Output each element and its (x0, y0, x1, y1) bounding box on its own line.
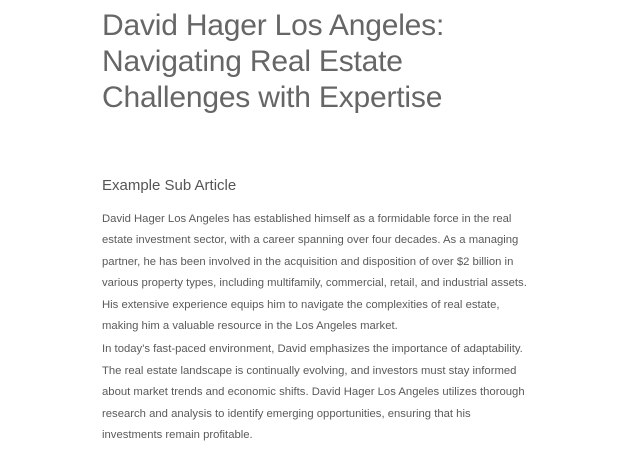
sub-article-heading: Example Sub Article (102, 177, 237, 194)
article-title: David Hager Los Angeles: Navigating Real Estate Challenges with Expertise (102, 9, 445, 114)
article (102, 8, 532, 446)
article-paragraph-2: In today's fast-paced environment, David emphasizes the importance of adaptability. The real estate landscape is continually evolving, and investors must stay informed about market trends and economic shifts. David Hager Los Angeles utilizes thorough research and analysis to identify emerging opportunities, ensuring that his investments remain profitable. (102, 343, 525, 442)
article-paragraph-1: David Hager Los Angeles has established himself as a formidable force in the real estate investment sector, with a career spanning over four decades. As a managing partner, he has been involved in the acquisition and disposition of over $2 billion in various property types, including multifamily, commercial, retail, and industrial assets. His extensive experience equips him to navigate the complexities of real estate, making him a valuable resource in the Los Angeles market. (102, 213, 527, 333)
